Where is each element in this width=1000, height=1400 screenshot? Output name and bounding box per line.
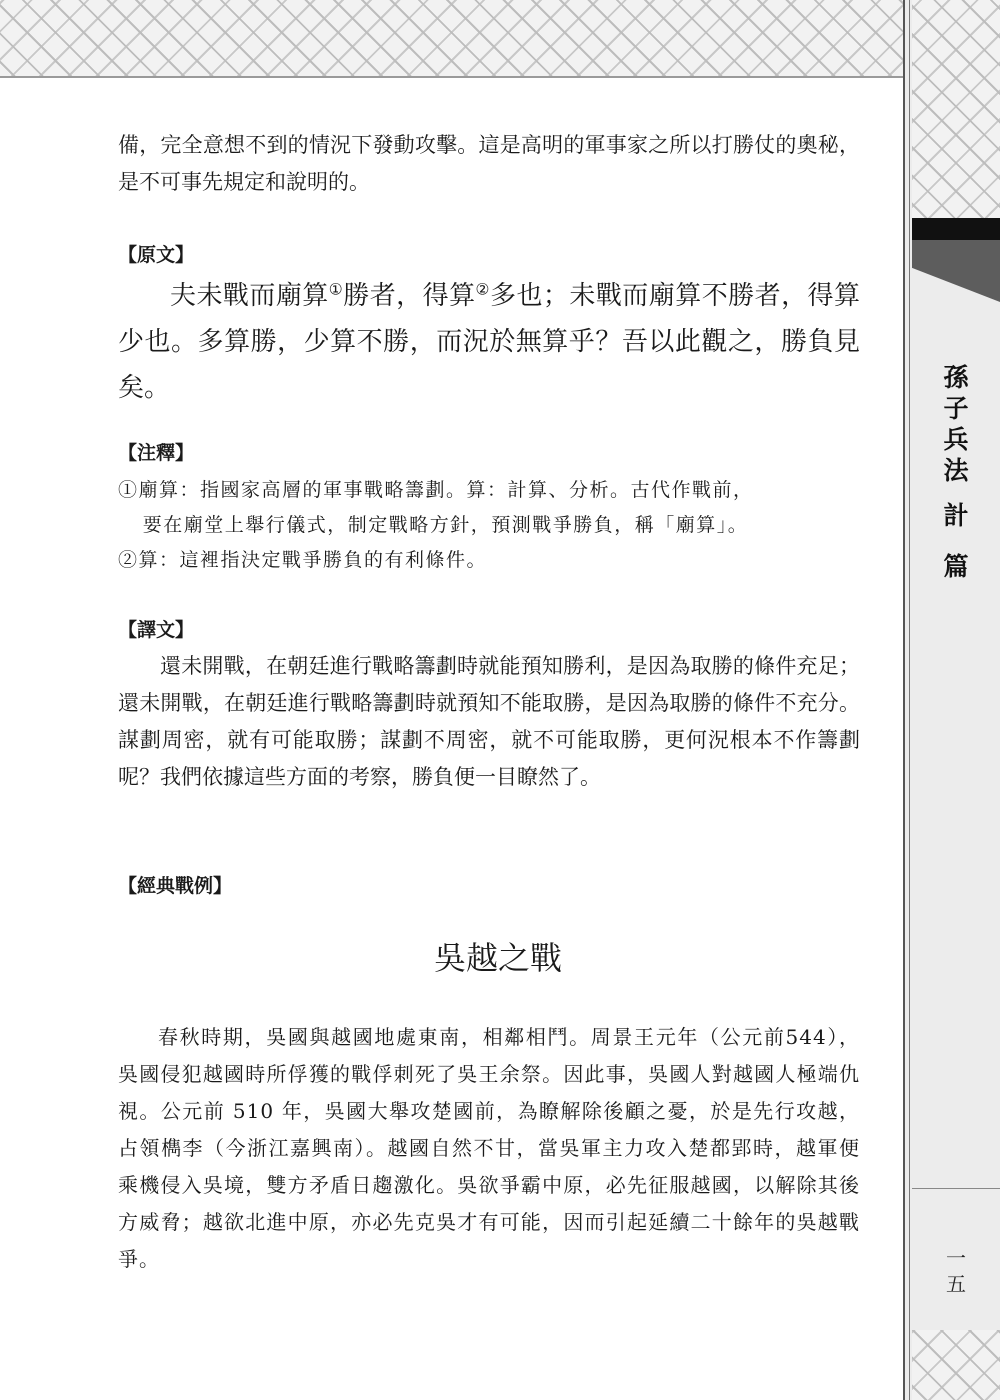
side-decorative-pattern-top [912,0,1000,218]
page-number-char: 五 [946,1272,966,1296]
section-heading-yuanwen: 【原文】 [118,244,195,266]
story-text: 春秋時期，吳國與越國地處東南，相鄰相鬥。周景王元年（公元前544），吳國侵犯越國時所俘獲的戰俘刺死了吳王余祭。因此事，吳國人對越國人極端仇視。公元前 510 年，吳國大舉攻楚國前，為瞭解除後顧之憂，於是先行攻越，占領檇李（今浙江嘉興南）。越國自然不甘，當吳軍主力攻入楚都郢時，越軍便乘機侵入吳境，雙方矛盾日趨激化。吳欲爭霸中原，必先征服越國，以解除其後方威脅；越欲北進中原，亦必先克吳才有可能，因而引起延續二十餘年的吳越戰爭。 [118,1025,860,1271]
annotation-2: ②算：這裡指決定戰爭勝負的有利條件。 [118,549,488,571]
opening-paragraph: 備，完全意想不到的情況下發動攻擊。這是高明的軍事家之所以打勝仗的奧秘，是不可事先規定和說明的。 [118,133,860,194]
top-decorative-band [0,0,903,78]
side-rule [903,0,905,1400]
side-rule-inner [909,0,910,1400]
page-number-char: 一 [946,1246,966,1270]
section-heading-yiwen: 【譯文】 [118,619,195,641]
title-char: 法 [943,456,969,485]
yuanwen-part: 夫未戰而廟算 [170,281,329,311]
title-char: 子 [943,394,969,423]
section-heading-zhushi: 【注釋】 [118,442,195,464]
annotation-1-line-2: 要在廟堂上舉行儀式，制定戰略方針，預測戰爭勝負，稱「廟算」。 [142,514,749,536]
title-char: 孫 [943,363,969,392]
title-spacer [912,486,1000,500]
footnote-mark: ② [475,280,490,299]
chapter-spacer [912,531,1000,551]
yuanwen-part: 多也；未戰而廟算不勝者，得算少也。多算勝，少算不勝，而況於無算乎？吾以此觀之，勝負見矣。 [118,281,860,403]
annotations [118,473,860,578]
running-title [912,362,1000,582]
side-black-bar [912,218,1000,240]
chapter-char: 計 [943,501,969,530]
side-decorative-pattern-bottom [912,1330,1000,1400]
chapter-char: 篇 [943,552,969,581]
side-divider [912,1188,1000,1189]
translation-text: 還未開戰，在朝廷進行戰略籌劃時就能預知勝利，是因為取勝的條件充足；還未開戰，在朝廷進行戰略籌劃時就預知不能取勝，是因為取勝的條件不充分。謀劃周密，就有可能取勝；謀劃不周密，就不可能取勝，更何況根本不作籌劃呢？我們依據這些方面的考察，勝負便一目瞭然了。 [118,654,860,789]
yuanwen-part: 勝者，得算 [343,281,476,311]
annotation-1-line-1: ①廟算：指國家高層的軍事戰略籌劃。算：計算、分析。古代作戰前， [118,479,754,501]
footnote-mark: ① [328,280,344,299]
story-title: 吳越之戰 [433,939,562,977]
title-char: 兵 [943,425,969,454]
section-heading-jingdian: 【經典戰例】 [118,875,233,897]
page-number [912,1245,1000,1297]
yuanwen-text [118,273,860,411]
